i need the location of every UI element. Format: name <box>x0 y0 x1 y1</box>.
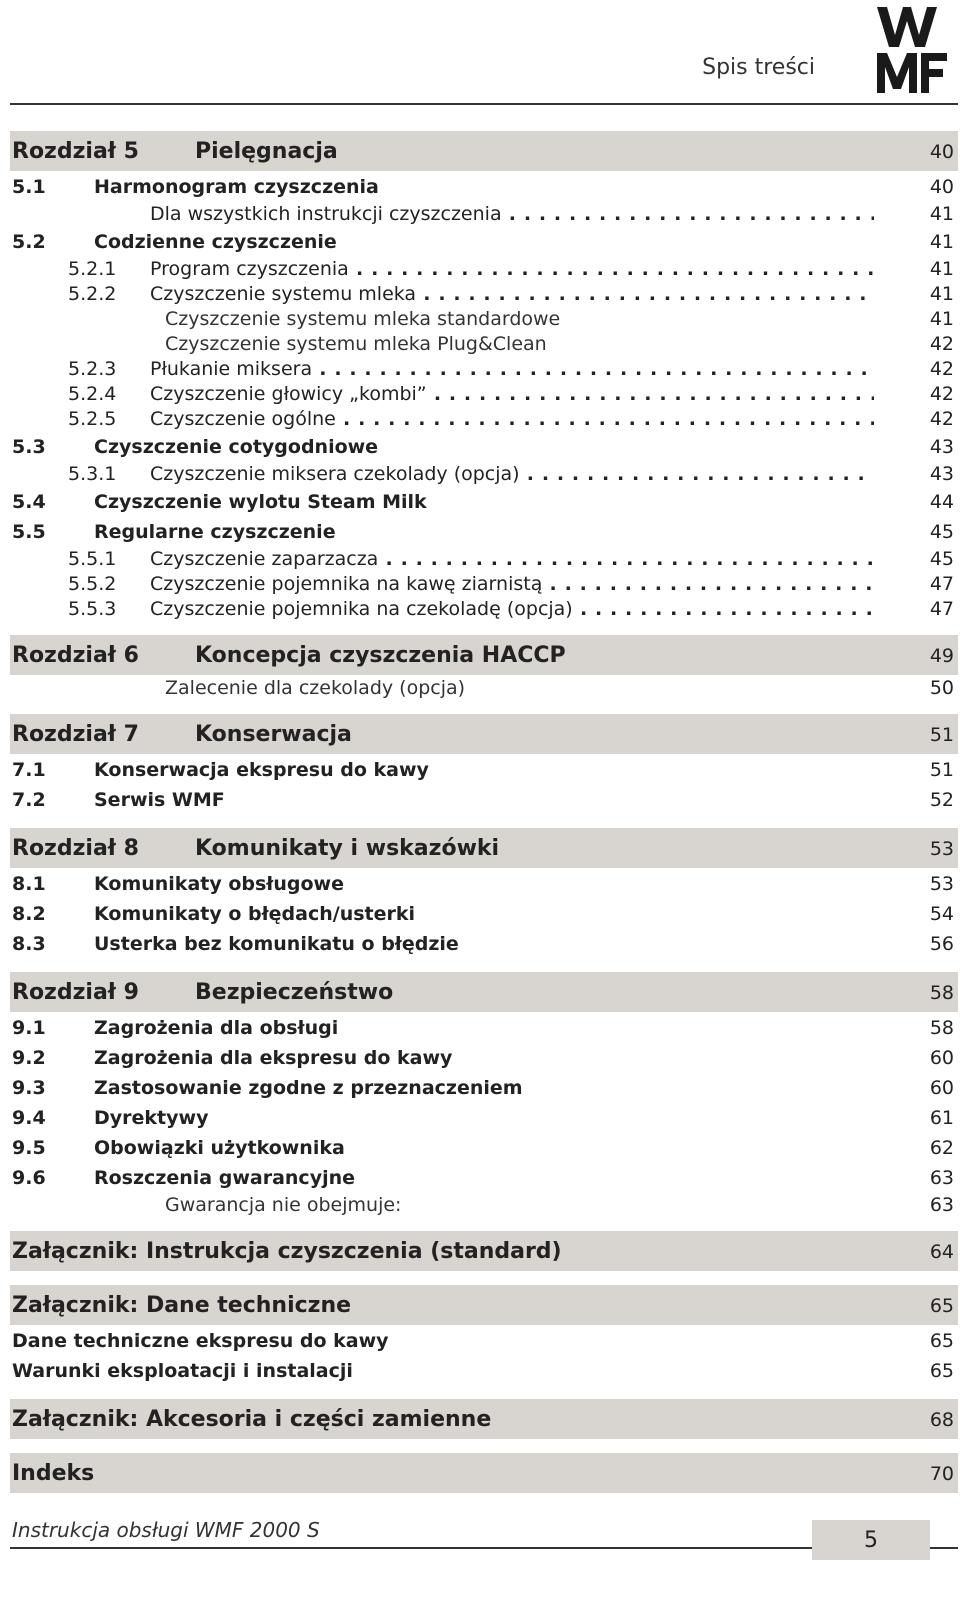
entry-title: Warunki eksploatacji i instalacji <box>12 1360 353 1382</box>
spacer <box>10 621 958 635</box>
page-ref: 41 <box>929 231 954 253</box>
toc-section[interactable] <box>10 1042 958 1072</box>
page-ref: 52 <box>929 789 954 811</box>
spacer <box>10 1439 958 1453</box>
page-ref: 44 <box>929 491 954 513</box>
chapter-label: Rozdział 7 <box>12 722 139 747</box>
chapter-title: Konserwacja <box>195 722 352 747</box>
page-ref: 65 <box>929 1295 954 1317</box>
subsection-number: 5.2.4 <box>68 383 117 405</box>
page-ref: 42 <box>929 408 954 430</box>
section-number: 5.5 <box>12 521 46 543</box>
appendix-heading[interactable] <box>10 1453 958 1493</box>
subsection-number: 5.3.1 <box>68 463 117 485</box>
table-of-contents <box>10 131 958 1493</box>
entry-title: Czyszczenie systemu mleka Plug&Clean <box>165 333 547 355</box>
section-title: Codzienne czyszczenie <box>94 231 337 253</box>
page-ref: 47 <box>929 573 954 595</box>
page-ref: 58 <box>929 982 954 1004</box>
toc-section[interactable] <box>10 486 958 516</box>
section-title: Komunikaty o błędach/usterki <box>94 903 416 925</box>
toc-section[interactable] <box>10 868 958 898</box>
page-ref: 45 <box>929 548 954 570</box>
page-ref: 47 <box>929 598 954 620</box>
subsection-title: Program czyszczenia . . . <box>150 258 874 280</box>
toc-section[interactable] <box>10 898 958 928</box>
page-ref: 63 <box>929 1194 954 1216</box>
page-title: Spis treści <box>702 55 815 80</box>
toc-section[interactable] <box>10 226 958 256</box>
section-number: 8.1 <box>12 873 46 895</box>
appendix-title: Załącznik: Dane techniczne <box>12 1293 352 1318</box>
chapter-title: Pielęgnacja <box>195 139 338 164</box>
entry-title: Zalecenie dla czekolady (opcja) <box>165 677 466 699</box>
subsection-title: Czyszczenie pojemnika na czekoladę (opcja) . . . <box>150 598 874 620</box>
page-ref: 68 <box>929 1409 954 1431</box>
page-number-box <box>812 1520 930 1560</box>
entry-title: Dane techniczne ekspresu do kawy <box>12 1330 389 1352</box>
section-number: 8.2 <box>12 903 46 925</box>
section-title: Konserwacja ekspresu do kawy <box>94 759 429 781</box>
page-ref: 45 <box>929 521 954 543</box>
toc-section[interactable] <box>10 1072 958 1102</box>
entry-title: Gwarancja nie obejmuje: <box>165 1194 402 1216</box>
chapter-heading[interactable] <box>10 714 958 754</box>
section-title: Komunikaty obsługowe <box>94 873 344 895</box>
page-ref: 49 <box>929 645 954 667</box>
page-ref: 42 <box>929 333 954 355</box>
chapter-title: Koncepcja czyszczenia HACCP <box>195 643 566 668</box>
chapter-title: Bezpieczeństwo <box>195 980 394 1005</box>
subsection-number: 5.2.1 <box>68 258 117 280</box>
section-title: Roszczenia gwarancyjne <box>94 1167 355 1189</box>
subsection-number: 5.5.3 <box>68 598 117 620</box>
page-ref: 40 <box>929 141 954 163</box>
header-rule <box>10 103 958 105</box>
section-title: Dyrektywy <box>94 1107 209 1129</box>
page-ref: 58 <box>929 1017 954 1039</box>
appendix-title: Indeks <box>12 1461 95 1486</box>
section-number: 9.4 <box>12 1107 46 1129</box>
toc-entry[interactable] <box>10 675 958 700</box>
page-ref: 40 <box>929 176 954 198</box>
chapter-heading[interactable] <box>10 635 958 675</box>
toc-subsection[interactable] <box>10 596 958 621</box>
section-title: Zagrożenia dla obsługi <box>94 1017 339 1039</box>
page-ref: 61 <box>929 1107 954 1129</box>
page-ref: 64 <box>929 1241 954 1263</box>
subsection-number: 5.5.2 <box>68 573 117 595</box>
section-number: 7.1 <box>12 759 46 781</box>
manual-title: Instrukcja obsługi WMF 2000 S <box>12 1518 320 1542</box>
toc-section[interactable] <box>10 784 958 814</box>
page-ref: 70 <box>929 1463 954 1485</box>
page-ref: 42 <box>929 383 954 405</box>
wmf-logo <box>875 5 950 95</box>
section-number: 5.4 <box>12 491 46 513</box>
section-title: Serwis WMF <box>94 789 225 811</box>
page-ref: 50 <box>929 677 954 699</box>
section-number: 5.1 <box>12 176 46 198</box>
page-ref: 43 <box>929 463 954 485</box>
toc-section[interactable] <box>10 1162 958 1192</box>
toc-subsection[interactable] <box>10 461 958 486</box>
section-title: Usterka bez komunikatu o błędzie <box>94 933 459 955</box>
toc-subsection[interactable] <box>10 281 958 306</box>
chapter-label: Rozdział 8 <box>12 836 139 861</box>
subsection-title: Czyszczenie pojemnika na kawę ziarnistą . . . <box>150 573 874 595</box>
toc-subsection[interactable] <box>10 406 958 431</box>
page-ref: 43 <box>929 436 954 458</box>
subsection-title: Czyszczenie ogólne . . . <box>150 408 874 430</box>
subsection-title: Czyszczenie miksera czekolady (opcja) . . . <box>150 463 874 485</box>
page-ref: 65 <box>929 1360 954 1382</box>
page-ref: 41 <box>929 203 954 225</box>
section-number: 7.2 <box>12 789 46 811</box>
spacer <box>10 814 958 828</box>
section-number: 9.3 <box>12 1077 46 1099</box>
spacer <box>10 958 958 972</box>
toc-section[interactable] <box>10 1012 958 1042</box>
page-ref: 41 <box>929 258 954 280</box>
page-ref: 41 <box>929 308 954 330</box>
toc-section[interactable] <box>10 1132 958 1162</box>
appendix-heading[interactable] <box>10 1399 958 1439</box>
section-title: Zagrożenia dla ekspresu do kawy <box>94 1047 453 1069</box>
appendix-heading[interactable] <box>10 1231 958 1271</box>
toc-section[interactable] <box>10 1102 958 1132</box>
toc-entry[interactable] <box>10 306 958 331</box>
page-ref: 63 <box>929 1167 954 1189</box>
toc-subsection[interactable] <box>10 381 958 406</box>
section-title: Czyszczenie cotygodniowe <box>94 436 379 458</box>
section-number: 5.2 <box>12 231 46 253</box>
chapter-heading[interactable] <box>10 972 958 1012</box>
chapter-label: Rozdział 9 <box>12 980 139 1005</box>
toc-section[interactable] <box>10 516 958 546</box>
subsection-title: Czyszczenie głowicy „kombi” . . . <box>150 383 874 405</box>
page-ref: 53 <box>929 838 954 860</box>
chapter-heading[interactable] <box>10 131 958 171</box>
page-ref: 42 <box>929 358 954 380</box>
toc-entry[interactable] <box>10 1355 958 1385</box>
chapter-label: Rozdział 5 <box>12 139 139 164</box>
toc-entry[interactable] <box>10 1192 958 1217</box>
page-ref: 56 <box>929 933 954 955</box>
subsection-title: Czyszczenie systemu mleka . . . <box>150 283 874 305</box>
subsection-number: 5.2.3 <box>68 358 117 380</box>
chapter-title: Komunikaty i wskazówki <box>195 836 500 861</box>
toc-entry[interactable] <box>10 331 958 356</box>
subsection-number: 5.5.1 <box>68 548 117 570</box>
toc-entry[interactable] <box>10 1325 958 1355</box>
section-title: Regularne czyszczenie <box>94 521 336 543</box>
chapter-label: Rozdział 6 <box>12 643 139 668</box>
chapter-heading[interactable] <box>10 828 958 868</box>
page-ref: 51 <box>929 759 954 781</box>
section-number: 9.6 <box>12 1167 46 1189</box>
appendix-heading[interactable] <box>10 1285 958 1325</box>
section-title: Czyszczenie wylotu Steam Milk <box>94 491 427 513</box>
section-number: 9.1 <box>12 1017 46 1039</box>
toc-subsection[interactable] <box>10 256 958 281</box>
toc-subsection[interactable] <box>10 201 958 226</box>
toc-section[interactable] <box>10 171 958 201</box>
subsection-number: 5.2.5 <box>68 408 117 430</box>
toc-subsection[interactable] <box>10 571 958 596</box>
section-number: 8.3 <box>12 933 46 955</box>
appendix-title: Załącznik: Instrukcja czyszczenia (standard) <box>12 1239 562 1264</box>
section-title: Obowiązki użytkownika <box>94 1137 345 1159</box>
spacer <box>10 700 958 714</box>
subsection-number: 5.2.2 <box>68 283 117 305</box>
page-ref: 65 <box>929 1330 954 1352</box>
spacer <box>10 1217 958 1231</box>
page-number: 5 <box>864 1528 878 1553</box>
subsection-title: Czyszczenie zaparzacza . . . <box>150 548 874 570</box>
subsection-title: Dla wszystkich instrukcji czyszczenia . . . <box>150 203 874 225</box>
appendix-title: Załącznik: Akcesoria i części zamienne <box>12 1407 492 1432</box>
page-ref: 62 <box>929 1137 954 1159</box>
subsection-title: Płukanie miksera . . . <box>150 358 874 380</box>
entry-title: Czyszczenie systemu mleka standardowe <box>165 308 561 330</box>
toc-section[interactable] <box>10 431 958 461</box>
page-ref: 54 <box>929 903 954 925</box>
spacer <box>10 1271 958 1285</box>
spacer <box>10 1385 958 1399</box>
section-number: 9.2 <box>12 1047 46 1069</box>
toc-section[interactable] <box>10 928 958 958</box>
section-title: Zastosowanie zgodne z przeznaczeniem <box>94 1077 523 1099</box>
page-ref: 53 <box>929 873 954 895</box>
toc-subsection[interactable] <box>10 546 958 571</box>
section-title: Harmonogram czyszczenia <box>94 176 379 198</box>
section-number: 9.5 <box>12 1137 46 1159</box>
page-ref: 51 <box>929 724 954 746</box>
section-number: 5.3 <box>12 436 46 458</box>
page-ref: 60 <box>929 1077 954 1099</box>
toc-section[interactable] <box>10 754 958 784</box>
page-ref: 41 <box>929 283 954 305</box>
page-ref: 60 <box>929 1047 954 1069</box>
toc-subsection[interactable] <box>10 356 958 381</box>
